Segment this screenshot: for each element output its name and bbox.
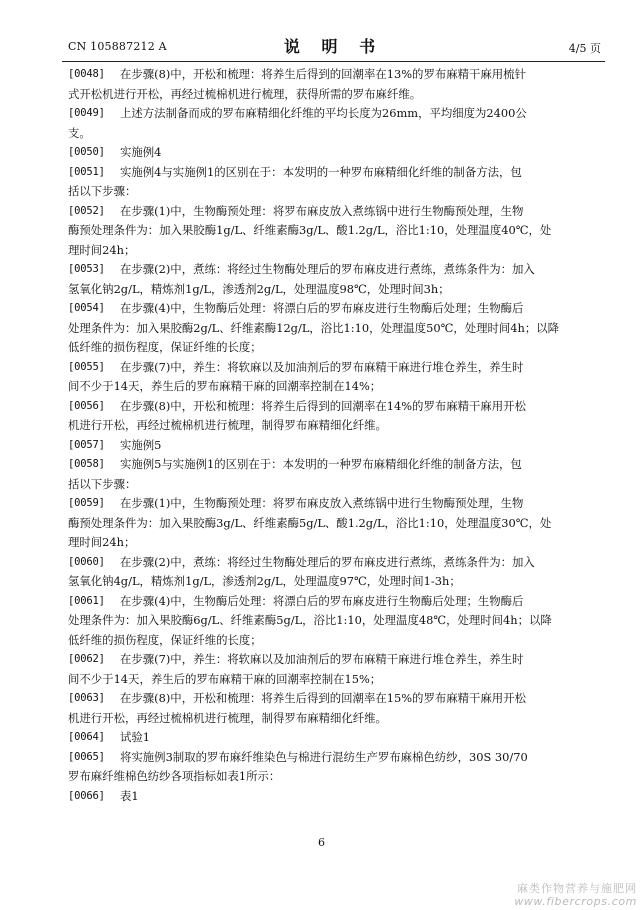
paragraph [68, 358, 588, 397]
paragraph [68, 689, 588, 728]
paragraph-text-continuation: 低纤维的损伤程度，保证纤维的长度； [68, 340, 262, 354]
paragraph-number: [0061] [68, 594, 105, 607]
paragraph-number: [0063] [68, 692, 105, 704]
paragraph-text-continuation: 酶预处理条件为：加入果胶酶1g/L、纤维素酶3g/L、酸1.2g/L，浴比1:10，处理温度40℃，处 [68, 223, 552, 237]
paragraph [68, 65, 588, 104]
paragraph [68, 748, 588, 787]
document-number: CN 105887212 A [68, 40, 167, 53]
paragraph-text-line: 在步骤(4)中，生物酶后处理：将漂白后的罗布麻皮进行生物酶后处理；生物酶后 [120, 593, 524, 608]
paragraph-number: [0060] [68, 555, 105, 568]
document-body [68, 65, 588, 806]
paragraph-text-continuation: 机进行开松，再经过梳棉机进行梳理，制得罗布麻精细化纤维。 [68, 710, 387, 725]
paragraph-number: [0057] [68, 438, 105, 451]
paragraph-text-line: 在步骤(8)中，开松和梳理：将养生后得到的回潮率在13%的罗布麻精干麻用梳针 [120, 67, 526, 81]
paragraph [68, 436, 588, 456]
watermark-url: www.fibercrops.com [514, 895, 637, 908]
paragraph-number: [0052] [68, 204, 105, 217]
paragraph-text-line: 在步骤(2)中，煮练：将经过生物酶处理后的罗布麻皮进行煮练，煮练条件为：加入 [120, 262, 535, 276]
paragraph-text-continuation: 氢氧化钠4g/L，精炼剂1g/L，渗透剂2g/L，处理温度97℃，处理时间1-3h； [68, 574, 461, 588]
paragraph-text-line: 在步骤(8)中，开松和梳理：将养生后得到的回潮率在15%的罗布麻精干麻用开松 [120, 691, 526, 705]
paragraph [68, 787, 588, 807]
paragraph-number: [0058] [68, 458, 105, 470]
paragraph-text-continuation: 理时间24h； [68, 535, 136, 549]
paragraph-text-continuation: 理时间24h； [68, 242, 136, 257]
paragraph-text-line: 在步骤(2)中，煮练：将经过生物酶处理后的罗布麻皮进行煮练，煮练条件为：加入 [120, 554, 535, 569]
paragraph-text-continuation: 酶预处理条件为：加入果胶酶3g/L、纤维素酶5g/L、酸1.2g/L，浴比1:10，处理温度30℃，处 [68, 515, 552, 530]
paragraph-text-line: 实施例5与实施例1的区别在于：本发明的一种罗布麻精细化纤维的制备方法，包 [120, 457, 522, 471]
paragraph-text-continuation: 处理条件为：加入果胶酶2g/L、纤维素酶12g/L，浴比1:10，处理温度50℃，处理时间4h；以降 [68, 320, 560, 335]
paragraph-text-line: 在步骤(8)中，开松和梳理：将养生后得到的回潮率在14%的罗布麻精干麻用开松 [120, 398, 526, 413]
paragraph-text-line: 将实施例3制取的罗布麻纤维染色与棉进行混纺生产罗布麻棉色纺纱，30S 30/70 [120, 749, 528, 764]
paragraph [68, 455, 588, 494]
paragraph [68, 299, 588, 358]
paragraph-text-continuation: 支。 [68, 125, 91, 140]
paragraph [68, 494, 588, 553]
paragraph-number: [0059] [68, 497, 105, 509]
paragraph-text-line: 在步骤(4)中，生物酶后处理：将漂白后的罗布麻皮进行生物酶后处理；生物酶后 [120, 301, 524, 315]
watermark [514, 882, 637, 908]
paragraph-text-line: 实施例4与实施例1的区别在于：本发明的一种罗布麻精细化纤维的制备方法，包 [120, 164, 522, 179]
page-fraction: 4/5 页 [568, 42, 601, 55]
paragraph-text-continuation: 处理条件为：加入果胶酶6g/L、纤维素酶5g/L，浴比1:10，处理温度48℃，处理时间4h；以降 [68, 613, 552, 627]
paragraph-text-continuation: 机进行开松，再经过梳棉机进行梳理，制得罗布麻精细化纤维。 [68, 418, 387, 432]
paragraph-text-line: 在步骤(1)中，生物酶预处理：将罗布麻皮放入煮练锅中进行生物酶预处理，生物 [120, 496, 524, 510]
paragraph-number: [0048] [68, 68, 105, 80]
paragraph-text-continuation: 罗布麻纤维棉色纺纱各项指标如表1所示： [68, 769, 281, 783]
paragraph-number: [0051] [68, 165, 105, 178]
paragraph [68, 397, 588, 436]
paragraph-number: [0050] [68, 146, 105, 158]
paragraph-text-continuation: 低纤维的损伤程度，保证纤维的长度； [68, 632, 262, 647]
paragraph-text-line: 实施例4 [120, 145, 162, 159]
paragraph-number: [0053] [68, 263, 105, 275]
paragraph-text-line: 上述方法制备而成的罗布麻精细化纤维的平均长度为26mm，平均细度为2400公 [120, 106, 527, 120]
paragraph-text-line: 表1 [120, 788, 139, 803]
watermark-site-name: 麻类作物营养与施肥网 [517, 882, 637, 895]
paragraph-text-continuation: 式开松机进行开松，再经过梳棉机进行梳理，获得所需的罗布麻纤维。 [68, 86, 422, 101]
paragraph [68, 728, 588, 748]
paragraph-text-continuation: 括以下步骤： [68, 476, 137, 491]
page-title: 说 明 书 [283, 37, 384, 56]
paragraph-text-line: 实施例5 [120, 437, 162, 452]
paragraph-number: [0065] [68, 750, 105, 763]
paragraph [68, 143, 588, 163]
paragraph-number: [0064] [68, 731, 105, 743]
page-number: 6 [318, 836, 325, 849]
paragraph-number: [0066] [68, 789, 105, 802]
paragraph-number: [0054] [68, 302, 105, 314]
paragraph-text-line: 在步骤(7)中，养生：将软麻以及加油剂后的罗布麻精干麻进行堆仓养生，养生时 [120, 359, 524, 374]
paragraph [68, 650, 588, 689]
page-header [62, 30, 605, 60]
paragraph [68, 553, 588, 592]
header-divider [62, 61, 605, 62]
paragraph-text-continuation: 间不少于14天，养生后的罗布麻精干麻的回潮率控制在14%； [68, 379, 382, 393]
paragraph-number: [0056] [68, 399, 105, 412]
paragraph-number: [0049] [68, 107, 105, 119]
paragraph [68, 592, 588, 651]
paragraph [68, 260, 588, 299]
paragraph-number: [0062] [68, 653, 105, 665]
paragraph-text-continuation: 间不少于14天，养生后的罗布麻精干麻的回潮率控制在15%； [68, 671, 382, 686]
paragraph [68, 104, 588, 143]
paragraph-text-line: 在步骤(7)中，养生：将软麻以及加油剂后的罗布麻精干麻进行堆仓养生，养生时 [120, 652, 524, 666]
paragraph-text-line: 在步骤(1)中，生物酶预处理：将罗布麻皮放入煮练锅中进行生物酶预处理，生物 [120, 203, 524, 218]
paragraph [68, 202, 588, 261]
paragraph [68, 163, 588, 202]
paragraph-text-continuation: 括以下步骤： [68, 184, 137, 198]
paragraph-text-continuation: 氢氧化钠2g/L，精炼剂1g/L，渗透剂2g/L，处理温度98℃，处理时间3h； [68, 281, 450, 296]
paragraph-text-line: 试验1 [120, 730, 151, 744]
paragraph-number: [0055] [68, 360, 105, 373]
